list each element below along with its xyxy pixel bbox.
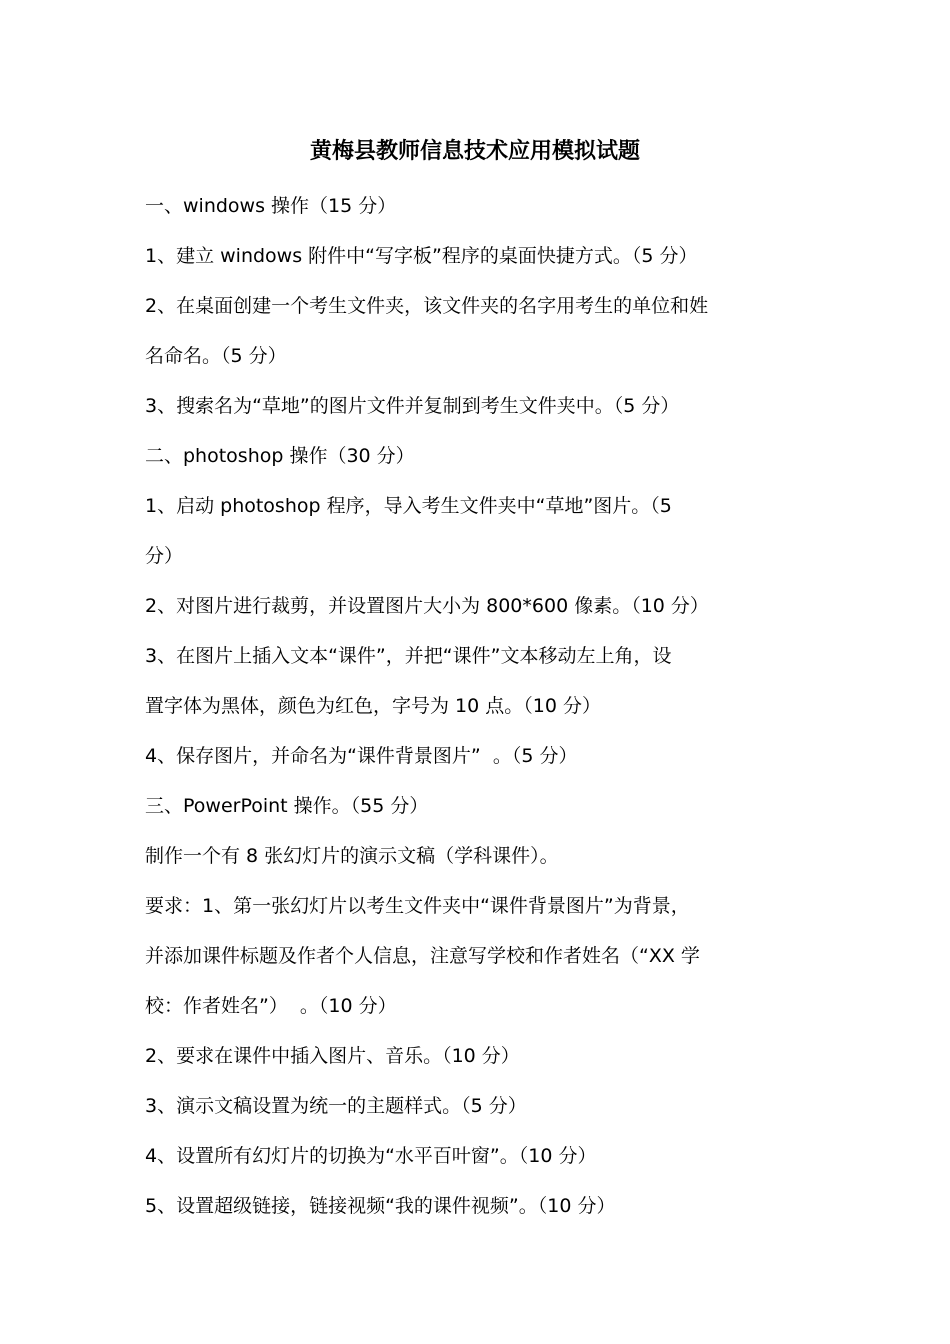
question-line: 名命名。（5 分） — [145, 345, 287, 367]
question-line: 1、启动 photoshop 程序，导入考生文件夹中“草地”图片。（5 — [145, 495, 672, 517]
question-line: 分） — [145, 545, 184, 567]
question-line: 置字体为黑体，颜色为红色，字号为 10 点。（10 分） — [145, 695, 601, 717]
question-line: 3、在图片上插入文本“课件”，并把“课件”文本移动左上角，设 — [145, 645, 672, 667]
question-line: 4、设置所有幻灯片的切换为“水平百叶窗”。（10 分） — [145, 1145, 597, 1167]
document-title: 黄梅县教师信息技术应用模拟试题 — [309, 138, 640, 164]
question-line: 2、对图片进行裁剪，并设置图片大小为 800*600 像素。（10 分） — [145, 595, 709, 617]
document-body — [145, 181, 810, 1231]
question-line: 4、保存图片，并命名为“课件背景图片” 。（5 分） — [145, 745, 578, 767]
question-line: 要求：1、第一张幻灯片以考生文件夹中“课件背景图片”为背景， — [145, 895, 690, 917]
section-heading-photoshop: 二、photoshop 操作（30 分） — [145, 445, 415, 467]
section-heading-powerpoint: 三、PowerPoint 操作。（55 分） — [145, 795, 429, 817]
question-line: 并添加课件标题及作者个人信息，注意写学校和作者姓名（“XX 学 — [145, 945, 700, 967]
question-line: 5、设置超级链接，链接视频“我的课件视频”。（10 分） — [145, 1195, 616, 1217]
question-line: 2、在桌面创建一个考生文件夹，该文件夹的名字用考生的单位和姓 — [145, 295, 709, 317]
question-line: 校：作者姓名”） 。（10 分） — [145, 995, 397, 1017]
question-line: 2、要求在课件中插入图片、音乐。（10 分） — [145, 1045, 520, 1067]
question-line: 3、搜索名为“草地”的图片文件并复制到考生文件夹中。（5 分） — [145, 395, 680, 417]
section-heading-windows: 一、windows 操作（15 分） — [145, 195, 397, 217]
question-line: 制作一个有 8 张幻灯片的演示文稿（学科课件）。 — [145, 845, 559, 867]
question-line: 1、建立 windows 附件中“写字板”程序的桌面快捷方式。（5 分） — [145, 245, 698, 267]
question-line: 3、演示文稿设置为统一的主题样式。（5 分） — [145, 1095, 527, 1117]
